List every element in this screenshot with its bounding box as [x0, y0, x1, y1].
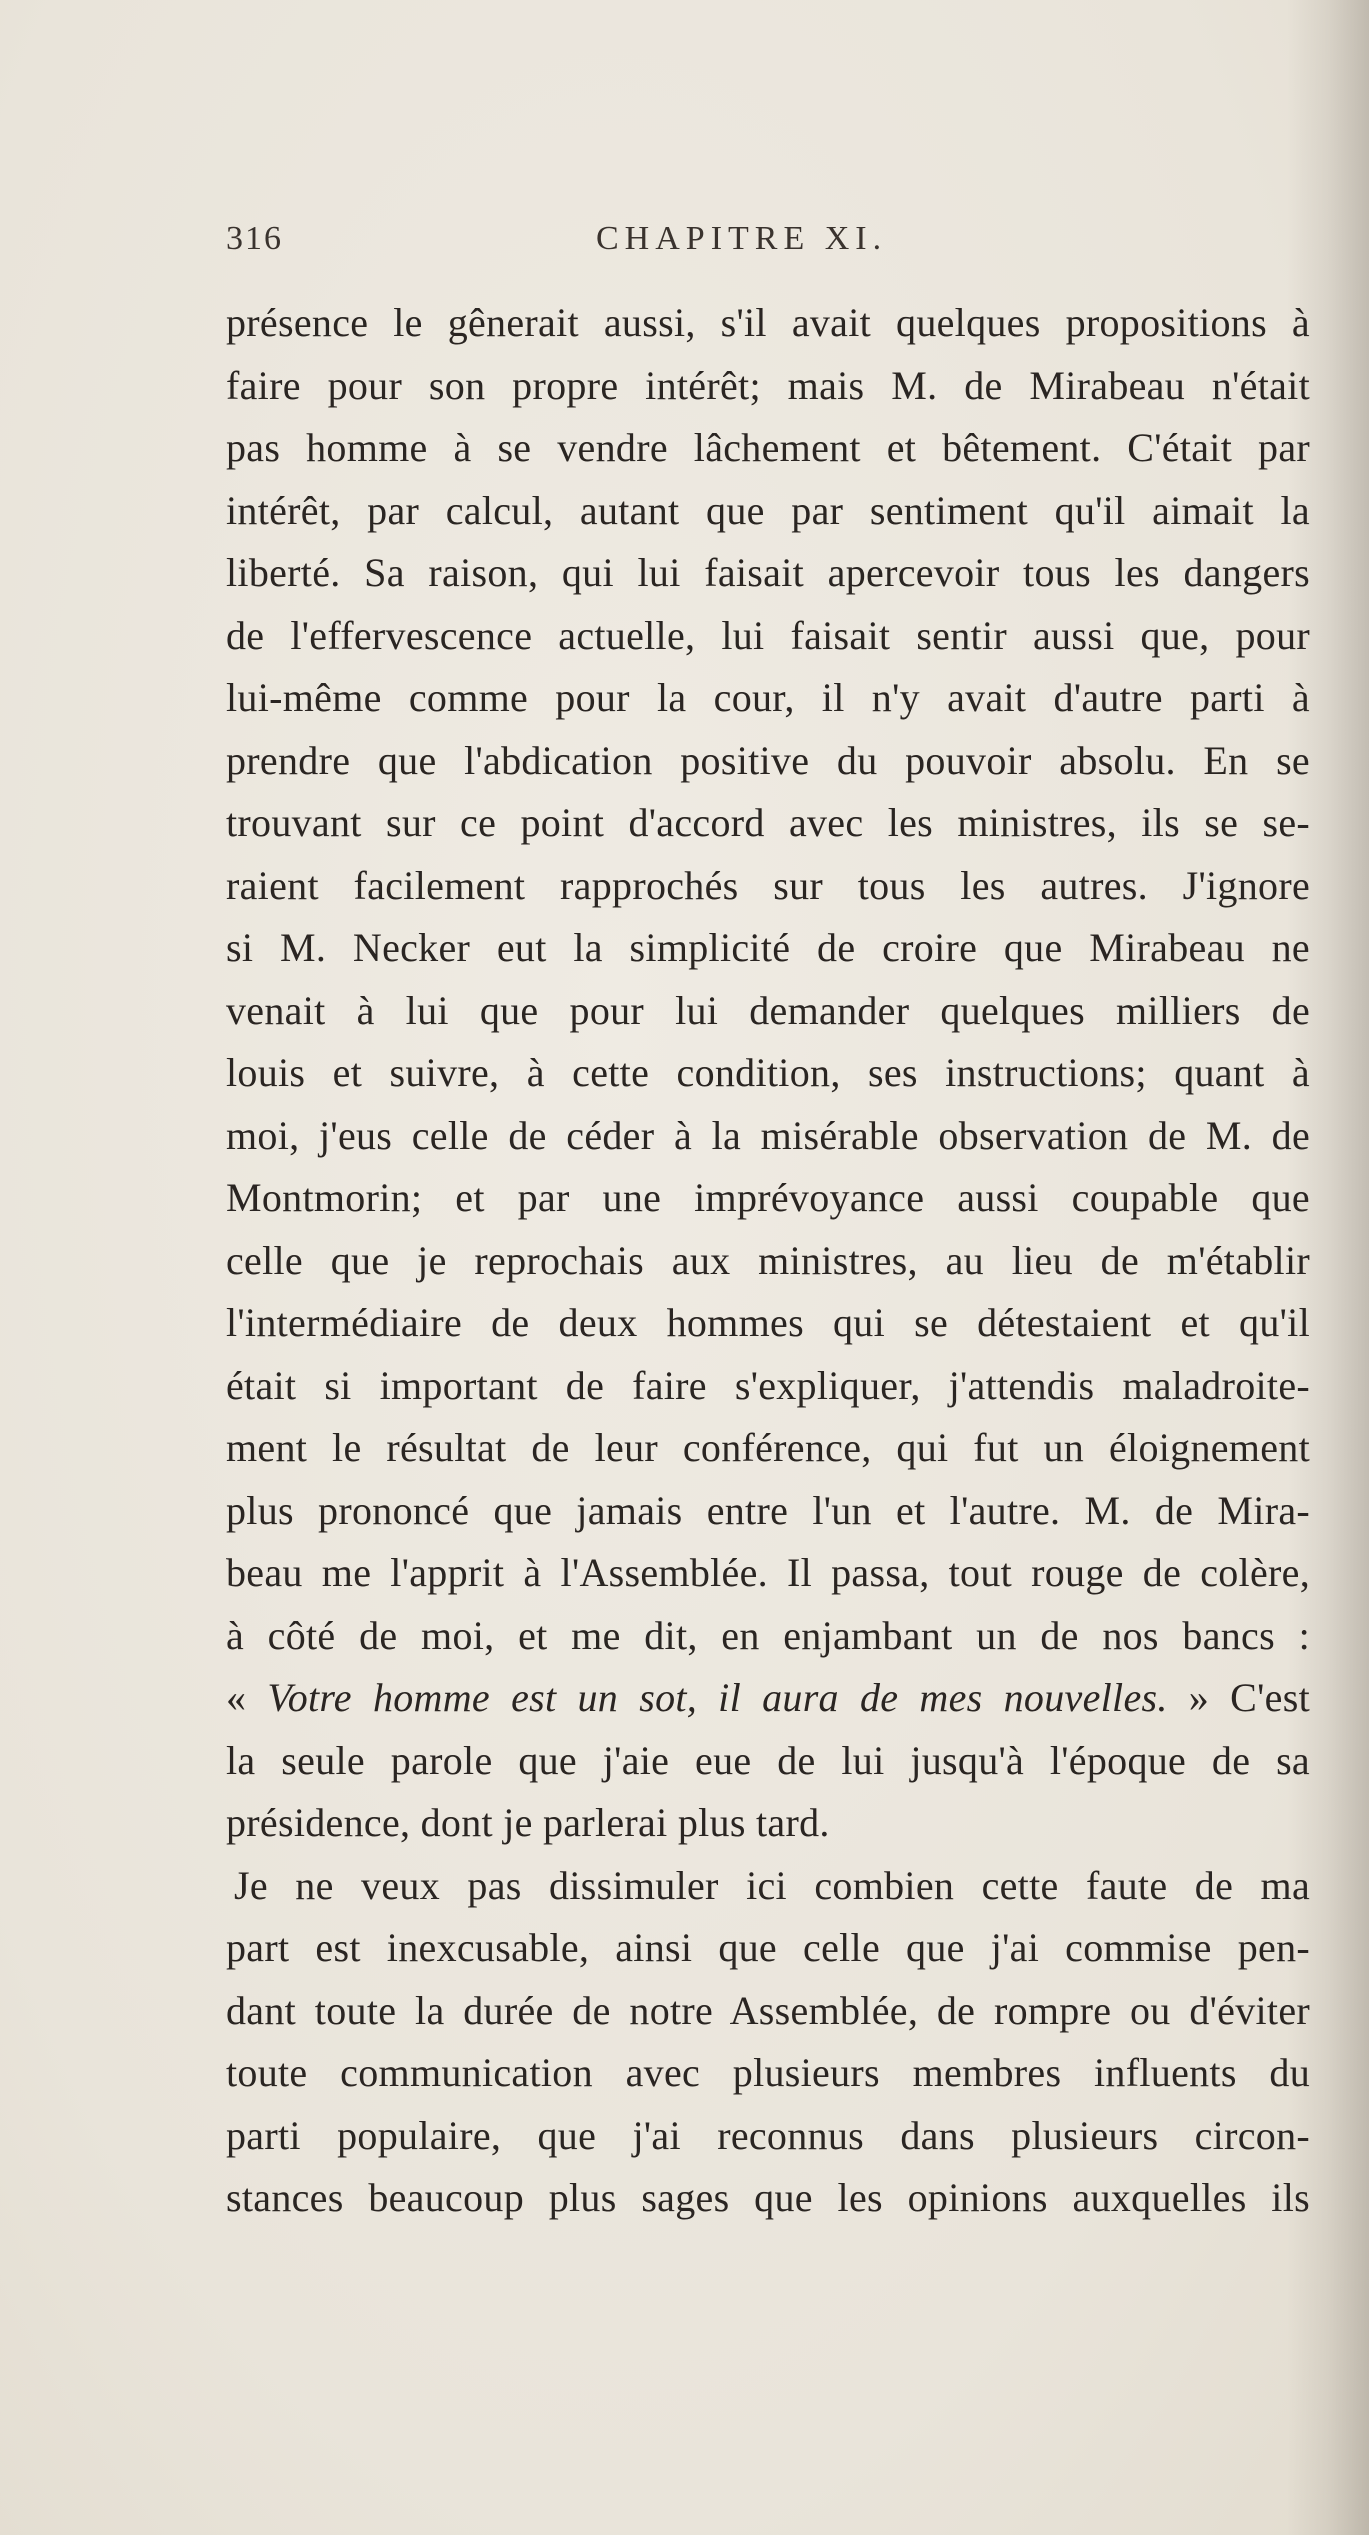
text-line: raient facilement rapprochés sur tous les autres. J'ignore: [226, 862, 1310, 908]
running-title: CHAPITRE XI.: [596, 220, 888, 257]
body-text: [226, 292, 1310, 2230]
quoted-remark: Votre homme est un sot, il aura de mes nouvelles.: [267, 1675, 1168, 1720]
text-line: la seule parole que j'aie eue de lui jusqu'à l'époque de sa: [226, 1737, 1310, 1783]
text-line: lui-même comme pour la cour, il n'y avait d'autre parti à: [226, 675, 1310, 720]
text-line: intérêt, par calcul, autant que par sentiment qu'il aimait la: [226, 487, 1310, 533]
text-line: pas homme à se vendre lâchement et bêtement. C'était par: [226, 425, 1310, 470]
text-line: part est inexcusable, ainsi que celle que j'ai commise pen-: [226, 1925, 1310, 1970]
page-header: [226, 220, 1306, 270]
paragraph-start-line: Je ne veux pas dissimuler ici combien cette faute de ma: [234, 1862, 1310, 1908]
text-line: louis et suivre, à cette condition, ses instructions; quant à: [226, 1050, 1310, 1095]
quote-close-text: » C'est: [1167, 1675, 1310, 1720]
quote-line: [226, 1667, 1310, 1730]
text-line: présence le gênerait aussi, s'il avait quelques propositions à: [226, 300, 1310, 345]
quote-open-mark: «: [226, 1675, 268, 1720]
text-line: était si important de faire s'expliquer, j'attendis maladroite-: [226, 1362, 1310, 1408]
text-line: moi, j'eus celle de céder à la misérable observation de M. de: [226, 1112, 1310, 1158]
text-line: venait à lui que pour lui demander quelques milliers de: [226, 987, 1310, 1033]
text-line: prendre que l'abdication positive du pouvoir absolu. En se: [226, 737, 1310, 783]
text-line: celle que je reprochais aux ministres, au lieu de m'établir: [226, 1237, 1310, 1283]
text-line: si M. Necker eut la simplicité de croire que Mirabeau ne: [226, 925, 1310, 970]
text-line: de l'effervescence actuelle, lui faisait sentir aussi que, pour: [226, 612, 1310, 658]
paragraph-end-line: présidence, dont je parlerai plus tard.: [226, 1800, 830, 1845]
text-line: dant toute la durée de notre Assemblée, de rompre ou d'éviter: [226, 1987, 1310, 2033]
text-line: stances beaucoup plus sages que les opinions auxquelles ils: [226, 2175, 1310, 2220]
text-line: beau me l'apprit à l'Assemblée. Il passa, tout rouge de colère,: [226, 1550, 1310, 1595]
text-line: toute communication avec plusieurs membres influents du: [226, 2050, 1310, 2095]
text-line: plus prononcé que jamais entre l'un et l'autre. M. de Mira-: [226, 1487, 1310, 1533]
text-line: à côté de moi, et me dit, en enjambant un de nos bancs :: [226, 1612, 1310, 1658]
text-line: parti populaire, que j'ai reconnus dans plusieurs circon-: [226, 2112, 1310, 2158]
text-line: liberté. Sa raison, qui lui faisait apercevoir tous les dangers: [226, 550, 1310, 595]
page-number: 316: [226, 220, 283, 257]
text-line: faire pour son propre intérêt; mais M. de Mirabeau n'était: [226, 362, 1310, 408]
text-line: l'intermédiaire de deux hommes qui se détestaient et qu'il: [226, 1300, 1310, 1345]
text-line: trouvant sur ce point d'accord avec les ministres, ils se se-: [226, 800, 1310, 845]
text-line: Montmorin; et par une imprévoyance aussi coupable que: [226, 1175, 1310, 1220]
text-line: ment le résultat de leur conférence, qui fut un éloignement: [226, 1425, 1310, 1470]
